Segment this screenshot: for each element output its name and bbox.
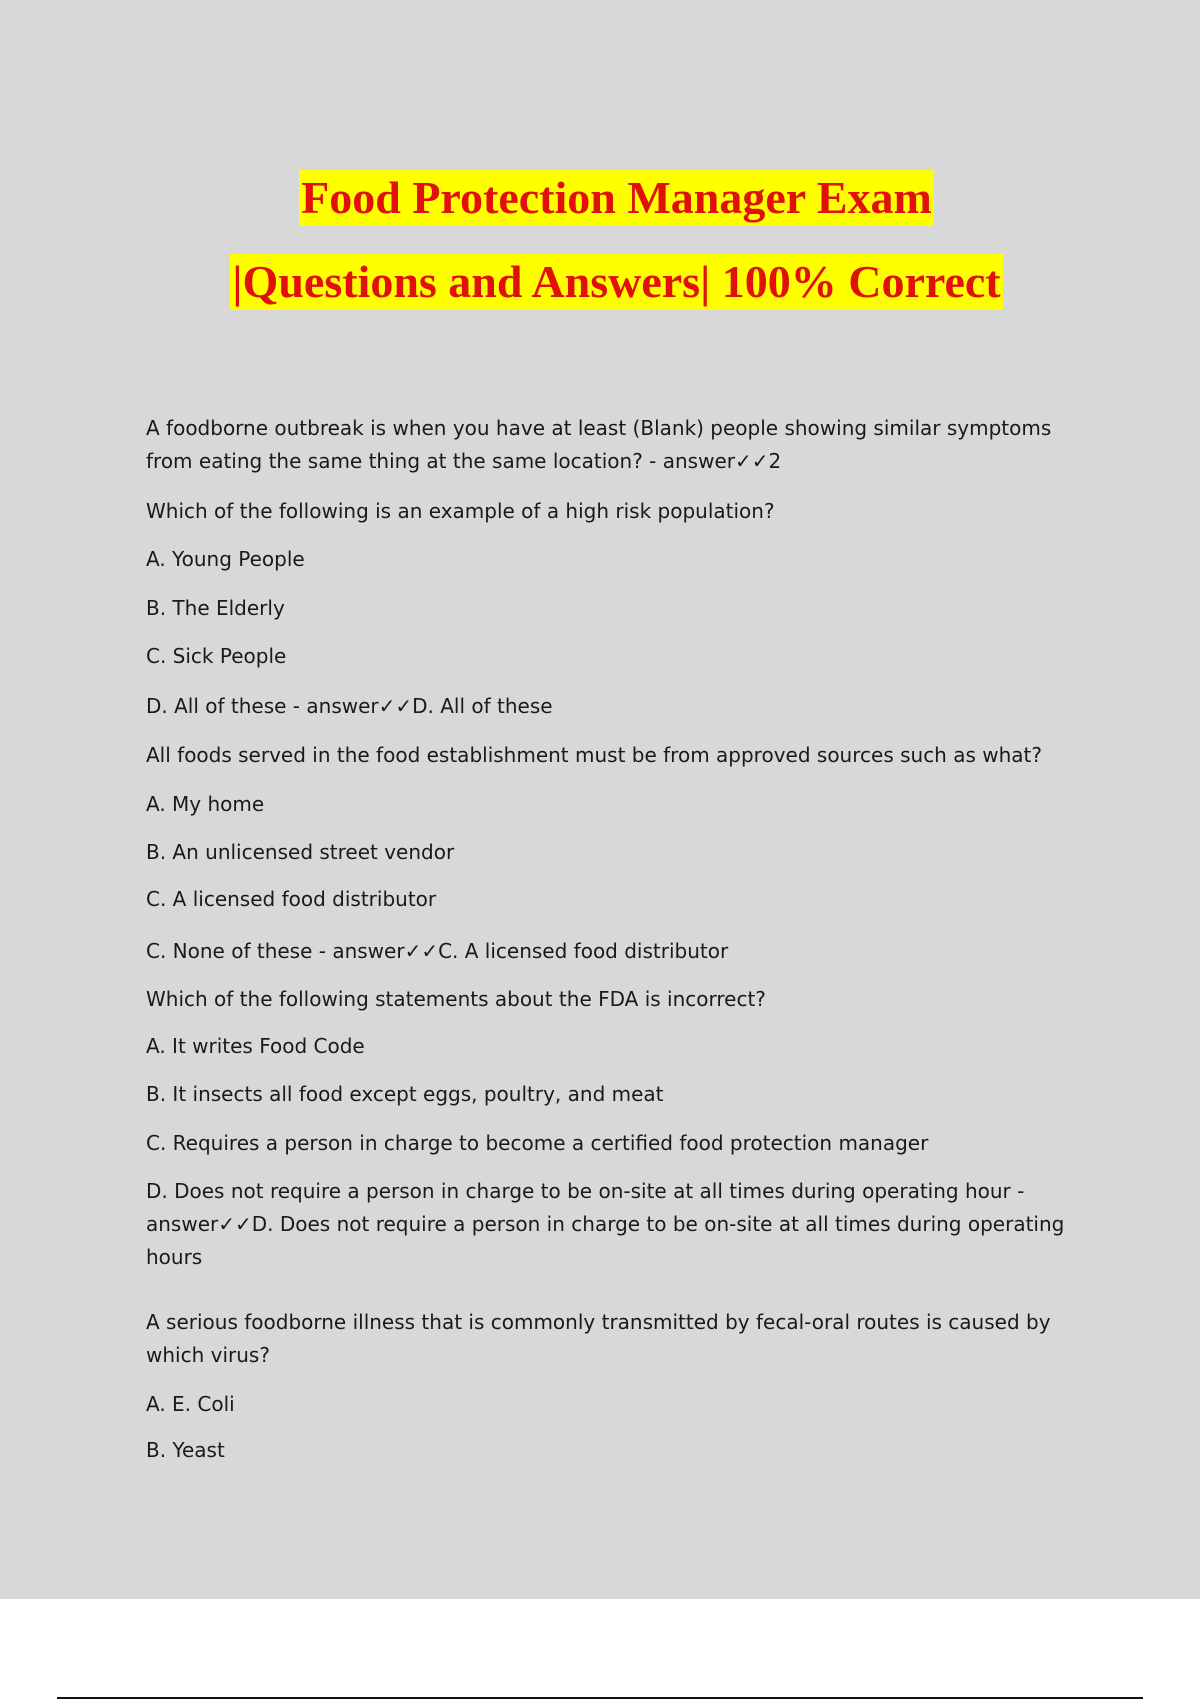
answer-option: C. Requires a person in charge to become a certified food protection manager	[146, 1131, 929, 1155]
answer-option: D. All of these - answer✓✓D. All of these	[146, 694, 553, 718]
question-5: A serious foodborne illness that is commonly transmitted by fecal-oral routes is caused by which virus?	[146, 1310, 1057, 1367]
answer-option: B. It insects all food except eggs, poultry, and meat	[146, 1082, 664, 1106]
answer-option: A. It writes Food Code	[146, 1034, 365, 1058]
answer-option: B. Yeast	[146, 1438, 225, 1462]
answer-option: A. My home	[146, 792, 265, 816]
answer-option: D. Does not require a person in charge to be on-site at all times during operating hour - answer✓✓D. Does not require a person in charge to be on-site at all times during operating hours	[146, 1179, 1071, 1269]
answer-option: A. E. Coli	[146, 1392, 235, 1416]
answer-option: C. Sick People	[146, 644, 287, 668]
answer-option: A. Young People	[146, 547, 305, 571]
answer-option: B. The Elderly	[146, 596, 285, 620]
question-4: Which of the following statements about the FDA is incorrect?	[146, 987, 766, 1011]
title-line-2: |Questions and Answers| 100% Correct	[230, 254, 1002, 310]
answer-option: C. A licensed food distributor	[146, 887, 437, 911]
question-3: All foods served in the food establishment must be from approved sources such as what?	[146, 743, 1042, 767]
footer-divider	[57, 1697, 1143, 1699]
answer-option: B. An unlicensed street vendor	[146, 840, 455, 864]
question-2: Which of the following is an example of a high risk population?	[146, 499, 775, 523]
title-line-1: Food Protection Manager Exam	[299, 170, 934, 226]
question-1: A foodborne outbreak is when you have at least (Blank) people showing similar symptoms from eating the same thing at the same location? - answer✓✓2	[146, 416, 1058, 473]
answer-option: C. None of these - answer✓✓C. A licensed food distributor	[146, 939, 729, 963]
